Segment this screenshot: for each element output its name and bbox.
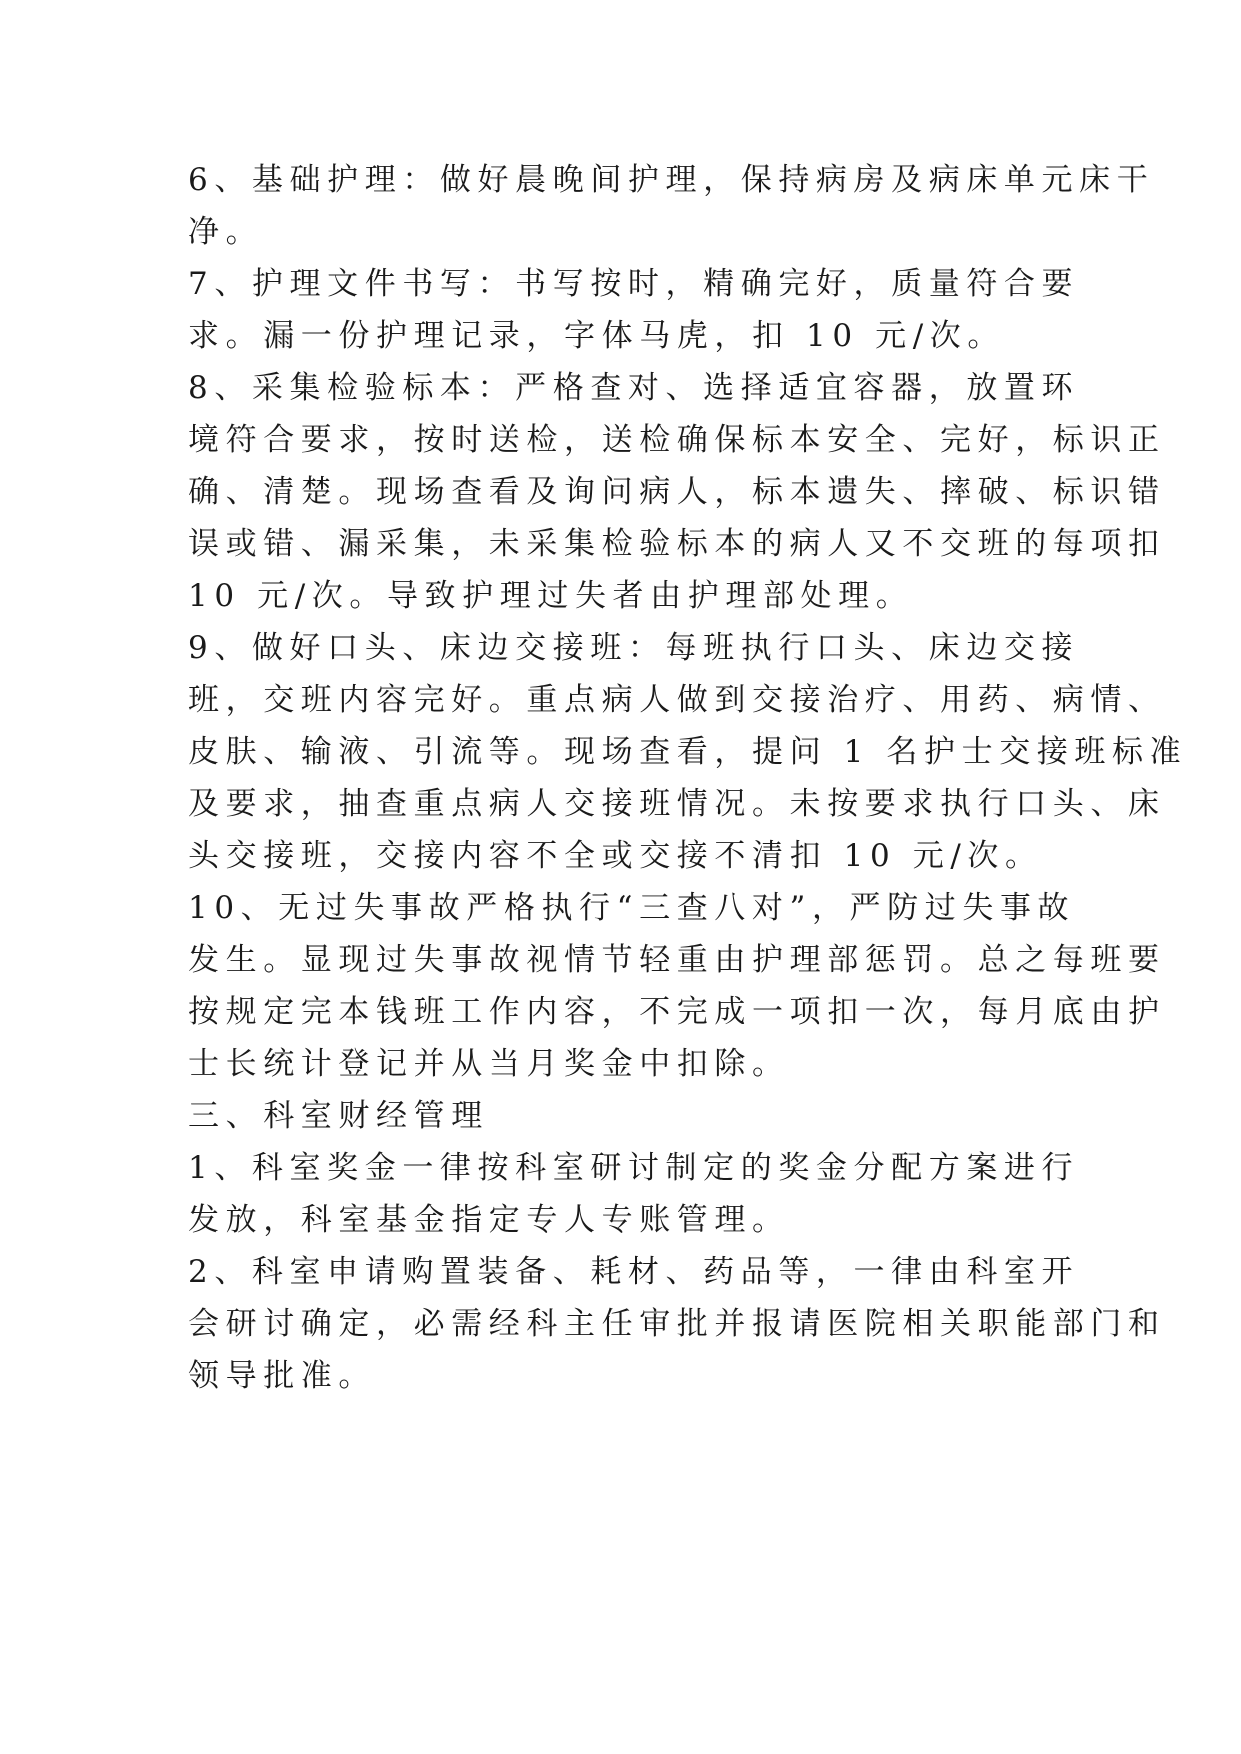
text-line: 会研讨确定，必需经科主任审批并报请医院相关职能部门和 [188,1306,1166,1342]
text-line: 误或错、漏采集，未采集检验标本的病人又不交班的每项扣 [188,526,1166,562]
text-line: 9、做好口头、床边交接班：每班执行口头、床边交接 [188,630,1080,666]
text-line: 头交接班，交接内容不全或交接不清扣 10 元/次。 [188,838,1043,874]
text-line: 2、科室申请购置装备、耗材、药品等，一律由科室开 [188,1254,1080,1290]
text-line: 7、护理文件书写：书写按时，精确完好，质量符合要 [188,266,1080,302]
text-line: 确、清楚。现场查看及询问病人，标本遗失、摔破、标识错 [188,474,1166,510]
text-line: 6、基础护理：做好晨晚间护理，保持病房及病床单元床干 [188,162,1155,198]
text-line: 境符合要求，按时送检，送检确保标本安全、完好，标识正 [188,422,1166,458]
text-line: 10 元/次。导致护理过失者由护理部处理。 [188,578,914,614]
text-line: 领导批准。 [188,1358,376,1394]
text-line: 及要求，抽查重点病人交接班情况。未按要求执行口头、床 [188,786,1166,822]
text-line: 求。漏一份护理记录，字体马虎，扣 10 元/次。 [188,318,1005,354]
text-line: 班，交班内容完好。重点病人做到交接治疗、用药、病情、 [188,682,1166,718]
text-line: 按规定完本钱班工作内容，不完成一项扣一次，每月底由护 [188,994,1166,1030]
text-line: 发生。显现过失事故视情节轻重由护理部惩罚。总之每班要 [188,942,1166,978]
text-line: 净。 [188,214,264,250]
text-line: 皮肤、输液、引流等。现场查看，提问 1 名护士交接班标准 [188,734,1188,770]
text-line: 1、科室奖金一律按科室研讨制定的奖金分配方案进行 [188,1150,1080,1186]
text-line: 10、无过失事故严格执行“三查八对”，严防过失事故 [188,890,1076,926]
text-line: 发放，科室基金指定专人专账管理。 [188,1202,790,1238]
section-heading: 三、科室财经管理 [188,1098,489,1134]
text-line: 士长统计登记并从当月奖金中扣除。 [188,1046,790,1082]
text-line: 8、采集检验标本：严格查对、选择适宜容器，放置环 [188,370,1080,406]
